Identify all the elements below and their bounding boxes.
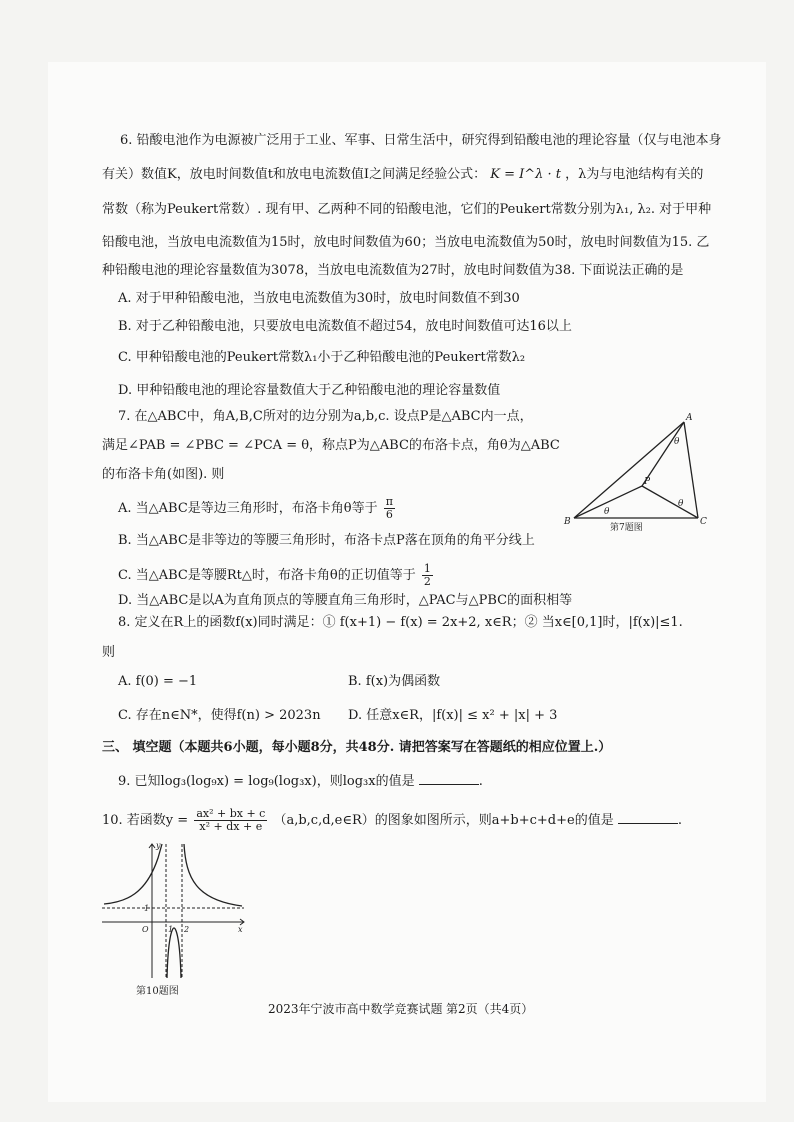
q10-period: . (677, 813, 682, 828)
q10-fraction (194, 808, 267, 833)
q10-text-mid: （a,b,c,d,e∈R）的图象如图所示，则a+b+c+d+e的值是 (273, 813, 614, 828)
q8-line2: 则 (102, 645, 116, 660)
q6-line1: 6. 铅酸电池作为电源被广泛用于工业、军事、日常生活中，研究得到铅酸电池的理论容量（仅与电池本身 (120, 133, 722, 148)
theta-label-a: θ (674, 437, 680, 447)
q8-option-a: A. f(0) = −1 (118, 674, 198, 689)
q7-option-a-text: A. 当△ABC是等边三角形时，布洛卡角θ等于 (118, 501, 378, 516)
q6-option-c: C. 甲种铅酸电池的Peukert常数λ₁小于乙种铅酸电池的Peukert常数λ₂ (118, 350, 526, 365)
side-ac (684, 422, 698, 518)
q6-option-a: A. 对于甲种铅酸电池，当放电电流数值为30时，放电时间数值不到30 (118, 291, 520, 306)
fraction-denominator: x² + dx + e (199, 820, 263, 833)
q6-formula: K = I^λ · t (490, 167, 561, 182)
curve-middle-branch (167, 928, 181, 978)
q7-option-c-fraction (422, 563, 433, 588)
q7-figure-caption: 第7题图 (610, 523, 643, 532)
q7-option-c-text: C. 当△ABC是等腰Rt△时，布洛卡角θ的正切值等于 (118, 568, 416, 583)
q9-period: . (478, 774, 483, 789)
theta-label-b: θ (604, 507, 610, 517)
side-ab (574, 422, 684, 518)
q7-option-a (118, 496, 397, 521)
theta-label-c: θ (678, 499, 684, 509)
footer-title: 2023年宁波市高中数学竞赛试题 (268, 1002, 443, 1016)
x-tick-2: 2 (184, 925, 190, 934)
q7-line3: 的布洛卡角(如图). 则 (102, 467, 225, 482)
x-tick-1: 1 (168, 925, 174, 934)
section-3-heading: 三、 填空题（本题共6小题，每小题8分，共48分. 请把答案写在答题纸的相应位置上.） (102, 740, 612, 755)
q9-answer-blank (419, 772, 479, 785)
origin-label: O (142, 925, 149, 934)
footer-page-number: 第2页（共4页） (446, 1002, 534, 1016)
q7-figure (560, 410, 710, 532)
q7-option-b: B. 当△ABC是非等边的等腰三角形时，布洛卡点P落在顶角的角平分线上 (118, 533, 535, 548)
q10-figure-caption: 第10题图 (136, 986, 179, 997)
x-axis-label: x (238, 925, 243, 934)
q8-option-b: B. f(x)为偶函数 (348, 674, 441, 689)
q8-option-c: C. 存在n∈N*，使得f(n) > 2023n (118, 708, 321, 723)
q6-line4: 铅酸电池，当放电电流数值为15时，放电时间数值为60；当放电电流数值为50时，放电时间数值为15. 乙 (102, 235, 710, 250)
q7-line2: 满足∠PAB = ∠PBC = ∠PCA = θ，称点P为△ABC的布洛卡点，角θ为△ABC (102, 438, 560, 453)
q7-option-d: D. 当△ABC是以A为直角顶点的等腰直角三角形时，△PAC与△PBC的面积相等 (118, 593, 573, 608)
q7-option-a-fraction (384, 496, 395, 521)
q7-option-c (118, 563, 435, 588)
q9-text: 9. 已知log₃(log₉x) = log₉(log₃x)，则log₃x的值是 (118, 774, 415, 789)
curve-left-branch (104, 844, 162, 904)
q6-option-d: D. 甲种铅酸电池的理论容量数值大于乙种铅酸电池的理论容量数值 (118, 383, 501, 398)
vertex-b-label: B (564, 517, 571, 527)
fraction-denominator: 6 (385, 508, 393, 521)
q9-line (118, 772, 483, 791)
q6-line5: 种铅酸电池的理论容量数值为3078，当放电电流数值为27时，放电时间数值为38. 下面说法正确的是 (102, 263, 684, 278)
q10-line (102, 808, 682, 833)
q8-option-d: D. 任意x∈R，|f(x)| ≤ x² + |x| + 3 (348, 708, 558, 723)
q10-answer-blank (618, 811, 678, 824)
q10-figure (96, 838, 256, 998)
vertex-a-label: A (686, 413, 693, 423)
fraction-numerator: 1 (423, 562, 431, 575)
q6-line2 (102, 166, 703, 184)
q6-option-b: B. 对于乙种铅酸电池，只要放电电流数值不超过54，放电时间数值可达16以上 (118, 319, 572, 334)
q8-line1: 8. 定义在R上的函数f(x)同时满足：① f(x+1) − f(x) = 2x+2, x∈R；② 当x∈[0,1]时，|f(x)|≤1. (118, 615, 683, 630)
curve-right-branch (184, 844, 242, 906)
q6-line3: 常数（称为Peukert常数）. 现有甲、乙两种不同的铅酸电池，它们的Peukert常数分别为λ₁, λ₂. 对于甲种 (102, 202, 712, 217)
y-axis-label: y (156, 841, 161, 850)
point-p-label: P (644, 477, 651, 487)
vertex-c-label: C (700, 517, 707, 527)
segment-pc (642, 486, 698, 518)
y-tick-1: 1 (144, 904, 150, 913)
q6-line2a: 有关）数值K，放电时间数值t和放电电流数值I之间满足经验公式： (102, 167, 487, 182)
q10-text-pre: 10. 若函数y = (102, 813, 189, 828)
fraction-numerator: π (385, 495, 393, 508)
fraction-denominator: 2 (423, 575, 431, 588)
q7-line1: 7. 在△ABC中，角A,B,C所对的边分别为a,b,c. 设点P是△ABC内一点， (118, 409, 533, 424)
q6-line2b: ，λ为与电池结构有关的 (565, 167, 704, 182)
fraction-numerator: ax² + bx + c (196, 807, 266, 820)
